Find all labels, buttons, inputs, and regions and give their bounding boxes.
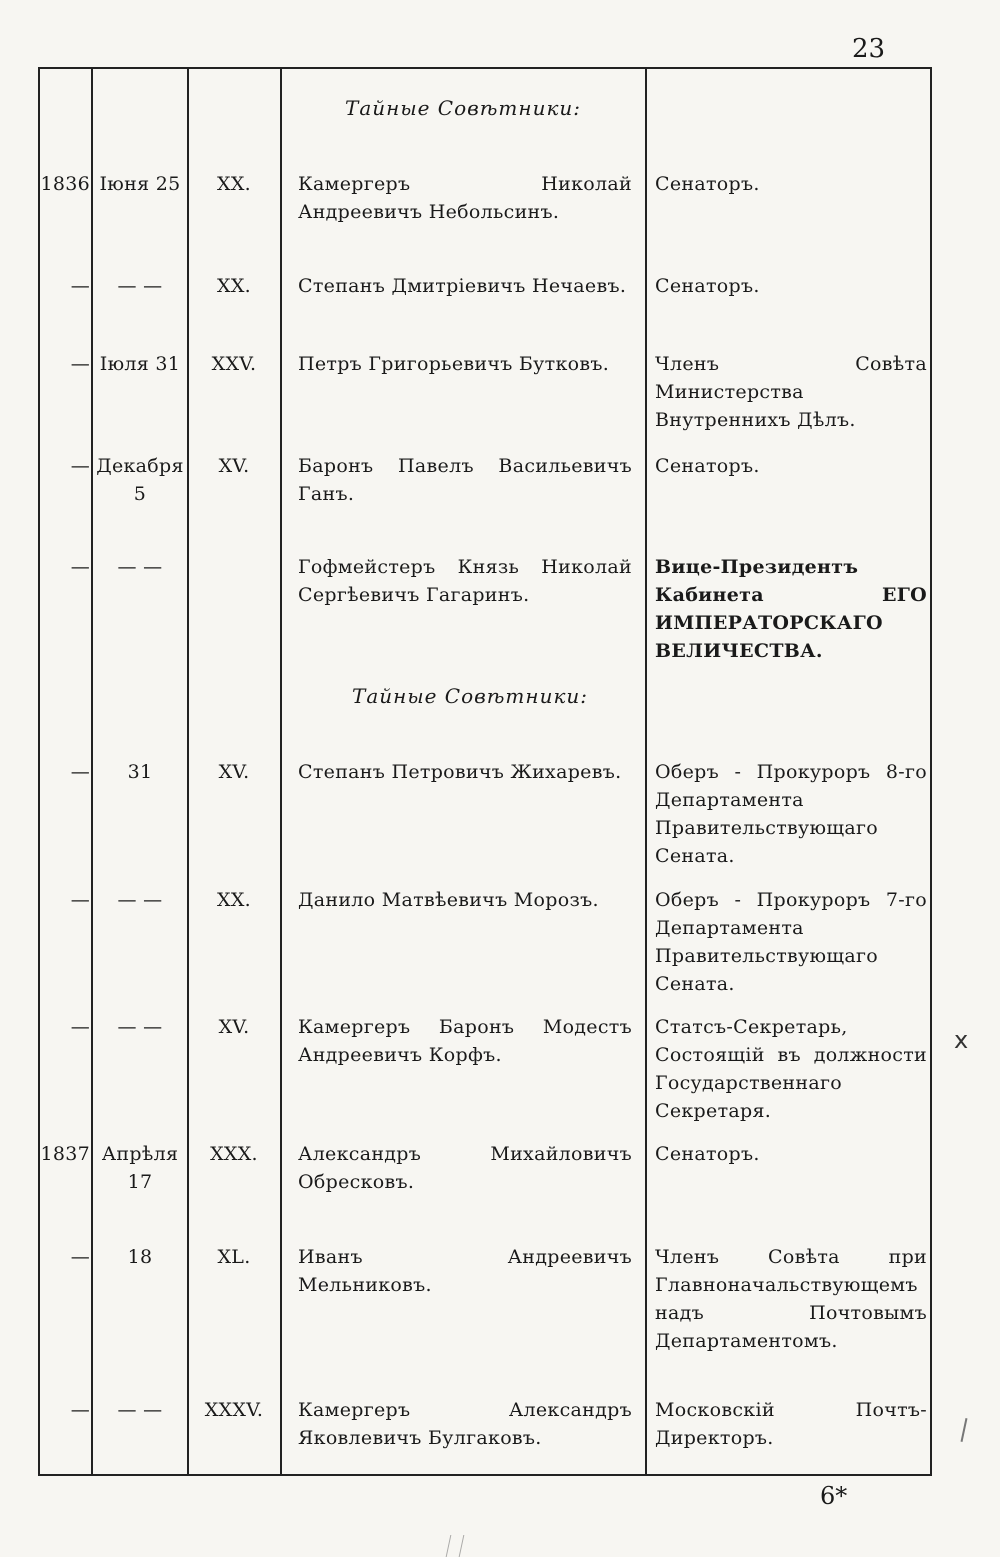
- name-cell: Камергеръ Баронъ Модестъ Андреевичъ Корфъ.: [298, 1016, 632, 1066]
- number-cell: XXXV.: [204, 1399, 264, 1421]
- position-cell: Сенаторъ.: [655, 173, 760, 195]
- name-cell: Данило Матвѣевичъ Морозъ.: [298, 889, 599, 911]
- number-cell: XX.: [217, 173, 251, 195]
- column-divider-4: [645, 67, 647, 1476]
- stray-pen-mark: [446, 1535, 465, 1557]
- number-cell: XV.: [218, 761, 250, 783]
- position-cell: Оберъ - Прокуроръ 8-го Департамента Правительствующаго Сената.: [655, 761, 927, 867]
- date-cell: Іюля 31: [99, 353, 181, 375]
- section-heading: Тайные Совѣтники:: [345, 96, 582, 120]
- position-cell: Московскій Почтъ-Директоръ.: [655, 1399, 927, 1449]
- column-divider-3: [280, 67, 282, 1476]
- date-cell: Апрѣля 17: [101, 1143, 179, 1193]
- year-cell: —: [70, 1399, 90, 1421]
- position-cell: Статсъ-Секретарь, Состоящій въ должности Государственнаго Секретаря.: [655, 1016, 927, 1122]
- year-cell: —: [70, 455, 90, 477]
- year-cell: —: [70, 353, 90, 375]
- number-cell: XXX.: [210, 1143, 258, 1165]
- name-cell: Степанъ Петровичъ Жихаревъ.: [298, 761, 622, 783]
- date-cell: — —: [117, 1399, 163, 1421]
- year-cell: —: [70, 1016, 90, 1038]
- position-cell: Членъ Совѣта Министерства Внутреннихъ Дѣлъ.: [655, 353, 927, 431]
- name-cell: Камергеръ Александръ Яковлевичъ Булгаковъ.: [298, 1399, 632, 1449]
- position-cell: Сенаторъ.: [655, 455, 760, 477]
- year-cell: 1836: [40, 173, 90, 195]
- date-cell: — —: [117, 275, 163, 297]
- position-cell: Сенаторъ.: [655, 275, 760, 297]
- year-cell: —: [70, 889, 90, 911]
- date-cell: Декабря 5: [96, 455, 184, 505]
- number-cell: XV.: [218, 1016, 250, 1038]
- page-number: 23: [852, 34, 886, 64]
- position-cell: Оберъ - Прокуроръ 7-го Департамента Правительствующаго Сената.: [655, 889, 927, 995]
- name-cell: Иванъ Андреевичъ Мельниковъ.: [298, 1246, 632, 1296]
- position-cell: Членъ Совѣта при Главноначальствующемъ надъ Почтовымъ Департаментомъ.: [655, 1246, 927, 1352]
- name-cell: Петръ Григорьевичъ Бутковъ.: [298, 353, 610, 375]
- date-cell: — —: [117, 1016, 163, 1038]
- date-cell: — —: [117, 889, 163, 911]
- date-cell: 31: [127, 761, 153, 783]
- number-cell: XXV.: [211, 353, 257, 375]
- year-cell: —: [70, 761, 90, 783]
- margin-annotation: x: [954, 1026, 969, 1054]
- column-divider-2: [187, 67, 189, 1476]
- date-cell: — —: [117, 556, 163, 578]
- position-cell: Сенаторъ.: [655, 1143, 760, 1165]
- name-cell: Степанъ Дмитріевичъ Нечаевъ.: [298, 275, 627, 297]
- margin-tick: [961, 1418, 968, 1442]
- name-cell: Камергеръ Николай Андреевичъ Небольсинъ.: [298, 173, 632, 223]
- name-cell: Баронъ Павелъ Васильевичъ Ганъ.: [298, 455, 632, 505]
- signature-mark: 6*: [820, 1482, 848, 1510]
- section-heading: Тайные Совѣтники:: [352, 684, 589, 708]
- date-cell: Іюня 25: [99, 173, 181, 195]
- number-cell: XX.: [217, 889, 251, 911]
- position-cell: Вице-Президентъ Кабинета ЕГО ИМПЕРАТОРСКАГО ВЕЛИЧЕСТВА.: [655, 556, 927, 662]
- column-divider-1: [91, 67, 93, 1476]
- name-cell: Александръ Михайловичъ Обресковъ.: [298, 1143, 632, 1193]
- number-cell: XV.: [218, 455, 250, 477]
- date-cell: 18: [127, 1246, 153, 1268]
- name-cell: Гофмейстеръ Князь Николай Сергѣевичъ Гагаринъ.: [298, 556, 632, 606]
- year-cell: —: [70, 556, 90, 578]
- number-cell: XL.: [217, 1246, 251, 1268]
- number-cell: XX.: [217, 275, 251, 297]
- year-cell: —: [70, 275, 90, 297]
- year-cell: —: [70, 1246, 90, 1268]
- year-cell: 1837: [40, 1143, 90, 1165]
